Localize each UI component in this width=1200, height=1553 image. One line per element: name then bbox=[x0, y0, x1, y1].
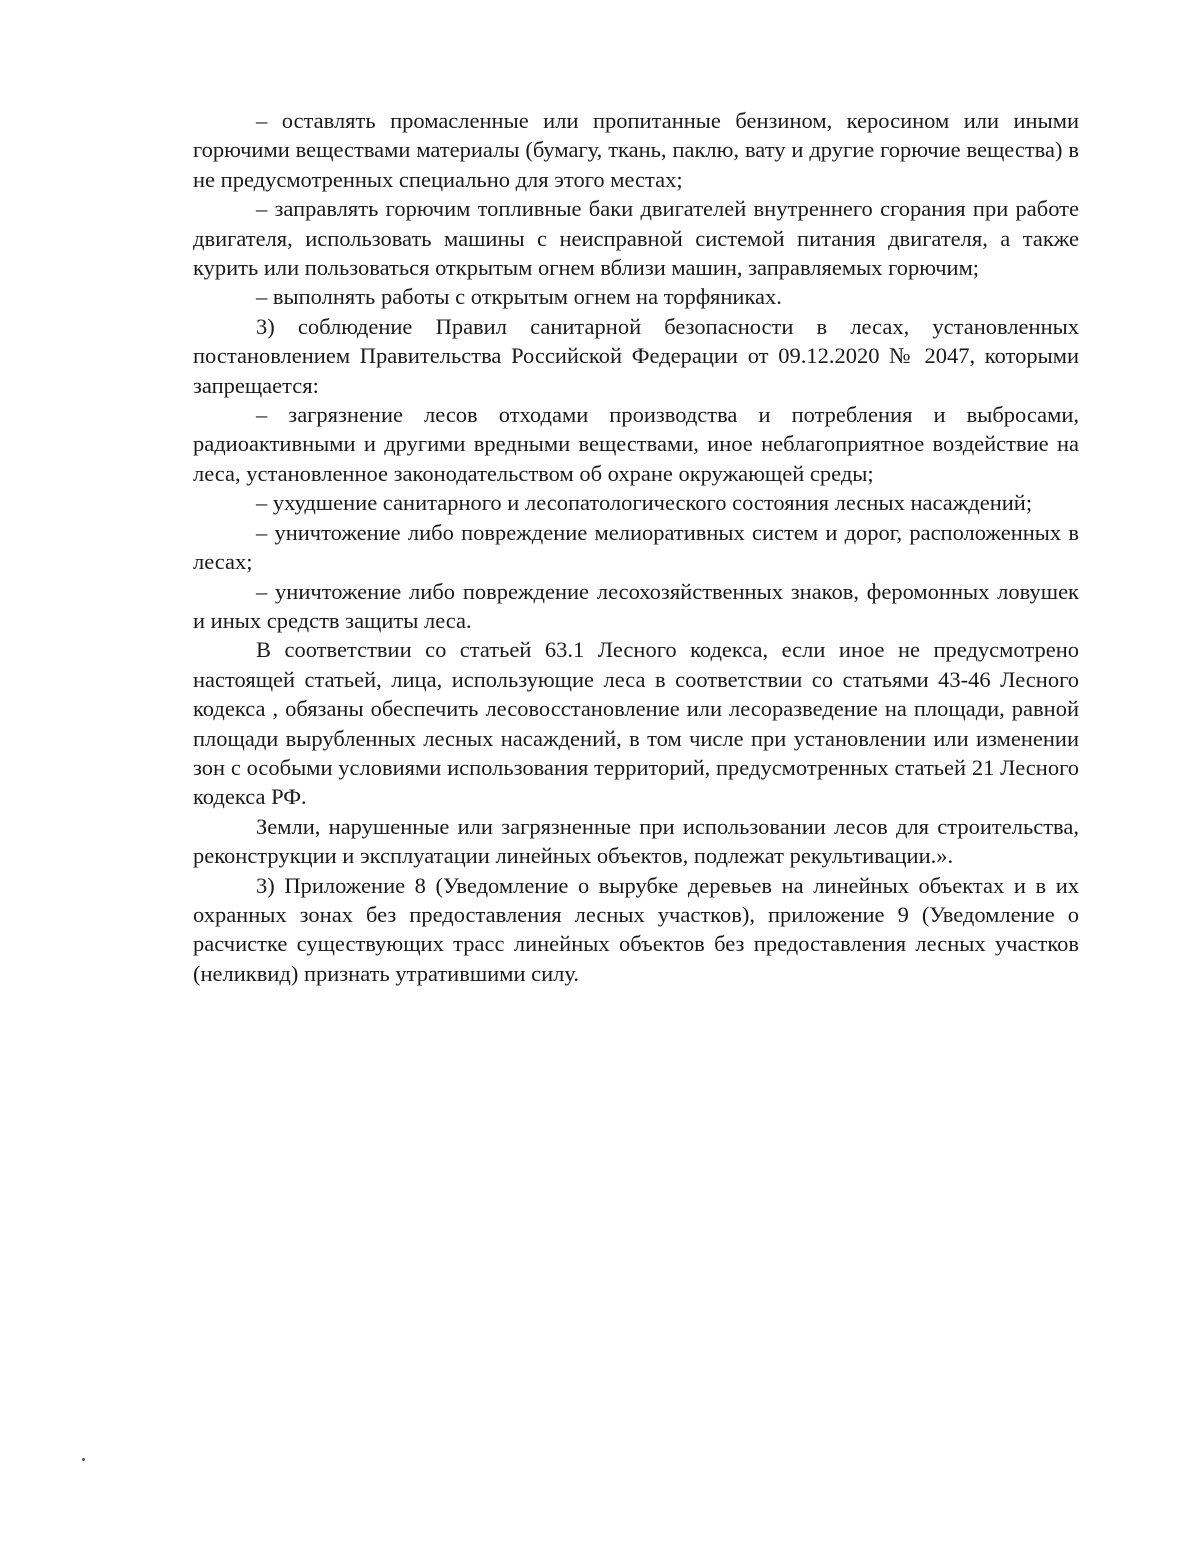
prohibition-refueling: – заправлять горючим топливные баки двигателей внутреннего сгорания при работе двигателя, использовать машины с неисправной системой питания двигателя, а также курить или пользоваться открытым огнем вблизи машин, заправляемых горючим; bbox=[193, 196, 1079, 281]
prohibition-pollution: – загрязнение лесов отходами производства и потребления и выбросами, радиоактивными и другими вредными веществами, иное неблагоприятное воздействие на леса, установленное законодательством об охране окружающей среды; bbox=[193, 402, 1079, 486]
sanitary-rules-clause: 3) соблюдение Правил санитарной безопасности в лесах, установленных постановлением Правительства Российской Федерации от 09.12.2020 № 2047, которыми запрещается: bbox=[193, 313, 1079, 398]
prohibition-sign-damage: – уничтожение либо повреждение лесохозяйственных знаков, феромонных ловушек и иных средств защиты леса. bbox=[193, 578, 1079, 633]
prohibition-road-damage: – уничтожение либо повреждение мелиоративных систем и дорог, расположенных в лесах; bbox=[193, 519, 1079, 575]
recultivation-paragraph: Земли, нарушенные или загрязненные при использовании лесов для строительства, реконструкции и эксплуатации линейных объектов, подлежат рекультивации.». bbox=[193, 813, 1079, 869]
document-body bbox=[193, 106, 1079, 988]
prohibition-peat-fire: – выполнять работы с открытым огнем на торфяниках. bbox=[256, 284, 782, 310]
scan-speck bbox=[82, 1458, 85, 1461]
prohibition-oily-materials: – оставлять промасленные или пропитанные бензином, керосином или иными горючими веществами материалы (бумагу, ткань, паклю, вату и другие горючие вещества) в не предусмотренных специально для этого местах; bbox=[193, 108, 1079, 192]
prohibition-sanitary-deterioration: – ухудшение санитарного и лесопатологического состояния лесных насаждений; bbox=[256, 490, 1033, 516]
reforestation-paragraph: В соответствии со статьей 63.1 Лесного кодекса, если иное не предусмотрено настоящей статьей, лица, использующие леса в соответствии со статьями 43-46 Лесного кодекса , обязаны обеспечить лесовосстановление или лесоразведение на площади, равной площади вырубленных лесных насаждений, в том числе при установлении или изменении зон с особыми условиями использования территорий, предусмотренных статьей 21 Лесного кодекса РФ. bbox=[193, 637, 1079, 810]
annex-repeal-clause: 3) Приложение 8 (Уведомление о вырубке деревьев на линейных объектах и в их охранных зонах без предоставления лесных участков), приложение 9 (Уведомление о расчистке существующих трасс линейных объектов без предоставления лесных участков (неликвид) признать утратившими силу. bbox=[193, 872, 1079, 986]
